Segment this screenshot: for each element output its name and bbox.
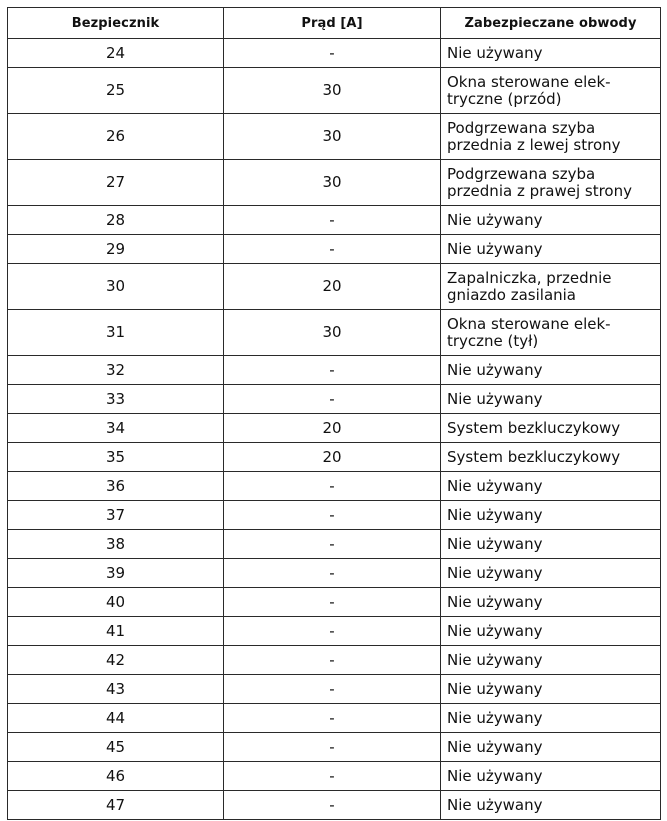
current-cell: -	[224, 675, 441, 704]
fuse-number-cell: 30	[8, 264, 224, 310]
circuit-cell: Okna sterowane elek- tryczne (przód)	[441, 68, 661, 114]
circuit-cell: Nie używany	[441, 646, 661, 675]
table-row	[8, 39, 661, 68]
circuit-cell: Nie używany	[441, 472, 661, 501]
fuse-number-cell: 42	[8, 646, 224, 675]
fuse-number-cell: 27	[8, 160, 224, 206]
table-row	[8, 617, 661, 646]
fuse-number-cell: 46	[8, 762, 224, 791]
fuse-number-cell: 45	[8, 733, 224, 762]
current-cell: -	[224, 385, 441, 414]
current-cell: -	[224, 762, 441, 791]
table-row	[8, 443, 661, 472]
table-row	[8, 114, 661, 160]
circuit-cell: Nie używany	[441, 235, 661, 264]
circuit-cell: Nie używany	[441, 530, 661, 559]
fuse-number-cell: 37	[8, 501, 224, 530]
fuse-number-cell: 41	[8, 617, 224, 646]
fuse-number-cell: 39	[8, 559, 224, 588]
circuit-cell: Nie używany	[441, 39, 661, 68]
table-row	[8, 501, 661, 530]
table-row	[8, 385, 661, 414]
table-row	[8, 704, 661, 733]
fuse-number-cell: 36	[8, 472, 224, 501]
header-fuse: Bezpiecznik	[8, 8, 224, 39]
circuit-cell: Nie używany	[441, 733, 661, 762]
table-row	[8, 310, 661, 356]
circuit-cell: Zapalniczka, przednie gniazdo zasilania	[441, 264, 661, 310]
header-current: Prąd [A]	[224, 8, 441, 39]
fuse-number-cell: 47	[8, 791, 224, 820]
circuit-cell: System bezkluczykowy	[441, 414, 661, 443]
current-cell: 30	[224, 160, 441, 206]
circuit-cell: System bezkluczykowy	[441, 443, 661, 472]
circuit-cell: Nie używany	[441, 559, 661, 588]
current-cell: -	[224, 733, 441, 762]
table-row	[8, 206, 661, 235]
current-cell: -	[224, 235, 441, 264]
table-row	[8, 559, 661, 588]
current-cell: -	[224, 559, 441, 588]
current-cell: -	[224, 791, 441, 820]
table-row	[8, 264, 661, 310]
fuse-number-cell: 26	[8, 114, 224, 160]
table-row	[8, 414, 661, 443]
current-cell: -	[224, 530, 441, 559]
circuit-cell: Nie używany	[441, 588, 661, 617]
fuse-number-cell: 33	[8, 385, 224, 414]
table-row	[8, 235, 661, 264]
current-cell: -	[224, 356, 441, 385]
circuit-cell: Nie używany	[441, 704, 661, 733]
fuse-number-cell: 35	[8, 443, 224, 472]
current-cell: 20	[224, 443, 441, 472]
fuse-number-cell: 24	[8, 39, 224, 68]
fuse-number-cell: 40	[8, 588, 224, 617]
fuse-number-cell: 43	[8, 675, 224, 704]
circuit-cell: Podgrzewana szyba przednia z prawej strony	[441, 160, 661, 206]
table-row	[8, 791, 661, 820]
current-cell: -	[224, 206, 441, 235]
table-row	[8, 472, 661, 501]
current-cell: 20	[224, 264, 441, 310]
table-row	[8, 675, 661, 704]
current-cell: -	[224, 39, 441, 68]
fuse-number-cell: 28	[8, 206, 224, 235]
current-cell: 30	[224, 310, 441, 356]
current-cell: -	[224, 501, 441, 530]
current-cell: -	[224, 472, 441, 501]
table-row	[8, 160, 661, 206]
circuit-cell: Nie używany	[441, 617, 661, 646]
fuse-table	[7, 7, 661, 820]
fuse-number-cell: 38	[8, 530, 224, 559]
circuit-cell: Okna sterowane elek- tryczne (tył)	[441, 310, 661, 356]
current-cell: 20	[224, 414, 441, 443]
fuse-number-cell: 31	[8, 310, 224, 356]
current-cell: -	[224, 588, 441, 617]
fuse-number-cell: 29	[8, 235, 224, 264]
table-header	[8, 8, 661, 39]
circuit-cell: Nie używany	[441, 385, 661, 414]
fuse-number-cell: 25	[8, 68, 224, 114]
header-row	[8, 8, 661, 39]
table-row	[8, 356, 661, 385]
table-body	[8, 39, 661, 820]
current-cell: -	[224, 646, 441, 675]
table-row	[8, 68, 661, 114]
header-circuits: Zabezpieczane obwody	[441, 8, 661, 39]
current-cell: 30	[224, 68, 441, 114]
circuit-cell: Nie używany	[441, 206, 661, 235]
circuit-cell: Nie używany	[441, 762, 661, 791]
current-cell: 30	[224, 114, 441, 160]
circuit-cell: Podgrzewana szyba przednia z lewej strony	[441, 114, 661, 160]
table-row	[8, 733, 661, 762]
circuit-cell: Nie używany	[441, 501, 661, 530]
table-row	[8, 530, 661, 559]
current-cell: -	[224, 617, 441, 646]
fuse-number-cell: 34	[8, 414, 224, 443]
circuit-cell: Nie używany	[441, 356, 661, 385]
table-row	[8, 588, 661, 617]
fuse-number-cell: 32	[8, 356, 224, 385]
table-row	[8, 762, 661, 791]
fuse-number-cell: 44	[8, 704, 224, 733]
current-cell: -	[224, 704, 441, 733]
circuit-cell: Nie używany	[441, 791, 661, 820]
table-row	[8, 646, 661, 675]
circuit-cell: Nie używany	[441, 675, 661, 704]
